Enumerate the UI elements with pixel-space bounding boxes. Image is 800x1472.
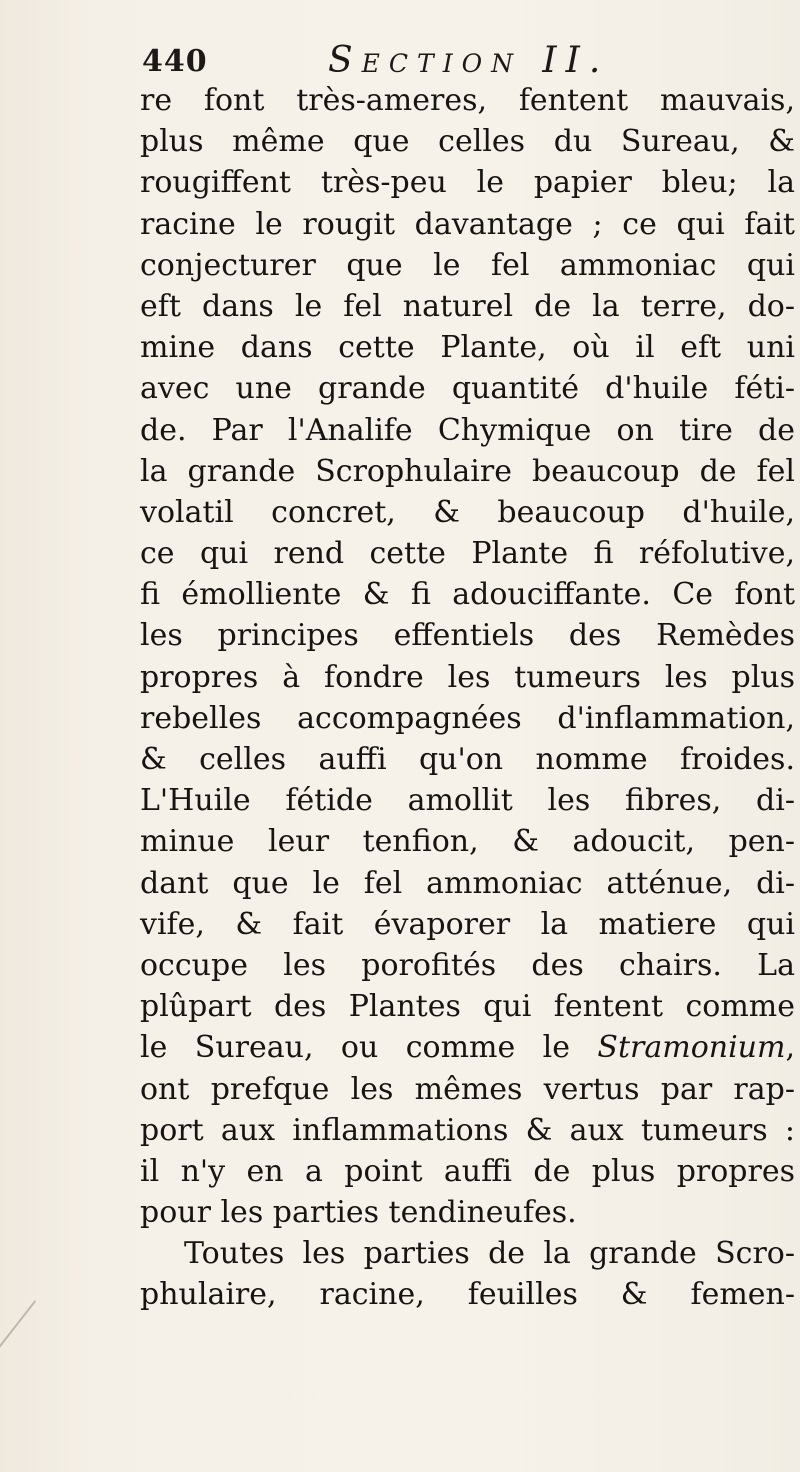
text-fragment: le Sureau, ou comme le xyxy=(140,1030,570,1066)
text-line: propres à fondre les tumeurs les plus xyxy=(140,659,795,695)
text-line: rougiffent très-peu le papier bleu; la xyxy=(140,165,795,201)
text-line: plûpart des Plantes qui fentent comme xyxy=(140,989,795,1025)
text-line: il n'y en a point auffi de plus propres xyxy=(140,1153,795,1189)
text-line: eft dans le fel naturel de la terre, do- xyxy=(140,288,795,324)
text-line-with-italic xyxy=(140,1027,795,1068)
text-line: ce qui rend cette Plante fi réfolutive, xyxy=(140,536,795,572)
text-line: re font très-ameres, fentent mauvais, xyxy=(140,83,795,118)
punctuation: , xyxy=(785,1030,795,1066)
text-line: de. Par l'Analife Chymique on tire de xyxy=(140,412,795,448)
text-line: occupe les porofités des chairs. La xyxy=(140,947,795,983)
text-line: port aux inflammations & aux tumeurs : xyxy=(140,1112,795,1148)
paper-edge-mark xyxy=(0,1300,50,1360)
text-line: avec une grande quantité d'huile féti- xyxy=(140,371,795,407)
text-line: mine dans cette Plante, où il eft uni xyxy=(140,330,795,366)
text-line: rebelles accompagnées d'inflammation, xyxy=(140,700,795,736)
text-line: plus même que celles du Sureau, & xyxy=(140,124,795,160)
text-line: L'Huile fétide amollit les fibres, di- xyxy=(140,783,795,819)
text-line: ont prefque les mêmes vertus par rap- xyxy=(140,1071,795,1107)
text-line: la grande Scrophulaire beaucoup de fel xyxy=(140,453,795,489)
body-text xyxy=(140,80,795,1316)
italic-term: Stramonium xyxy=(597,1030,786,1066)
text-line: & celles auffi qu'on nomme froides. xyxy=(140,742,795,777)
text-line: fi émolliente & fi adouciffante. Ce font xyxy=(140,577,795,613)
running-head: Section II. xyxy=(328,40,610,81)
page-number: 440 xyxy=(142,44,208,79)
text-line: phulaire, racine, feuilles & femen- xyxy=(140,1277,795,1313)
paragraph-start-line: Toutes les parties de la grande Scro- xyxy=(184,1236,795,1272)
text-line: dant que le fel ammoniac atténue, di- xyxy=(140,865,795,901)
text-line: pour les parties tendineufes. xyxy=(140,1195,577,1231)
text-line: les principes effentiels des Remèdes xyxy=(140,618,795,654)
text-line: minue leur tenfion, & adoucit, pen- xyxy=(140,824,795,860)
text-line: racine le rougit davantage ; ce qui fait xyxy=(140,206,795,242)
text-line: vife, & fait évaporer la matiere qui xyxy=(140,906,795,942)
text-line: conjecturer que le fel ammoniac qui xyxy=(140,247,795,283)
text-line: volatil concret, & beaucoup d'huile, xyxy=(140,494,795,530)
